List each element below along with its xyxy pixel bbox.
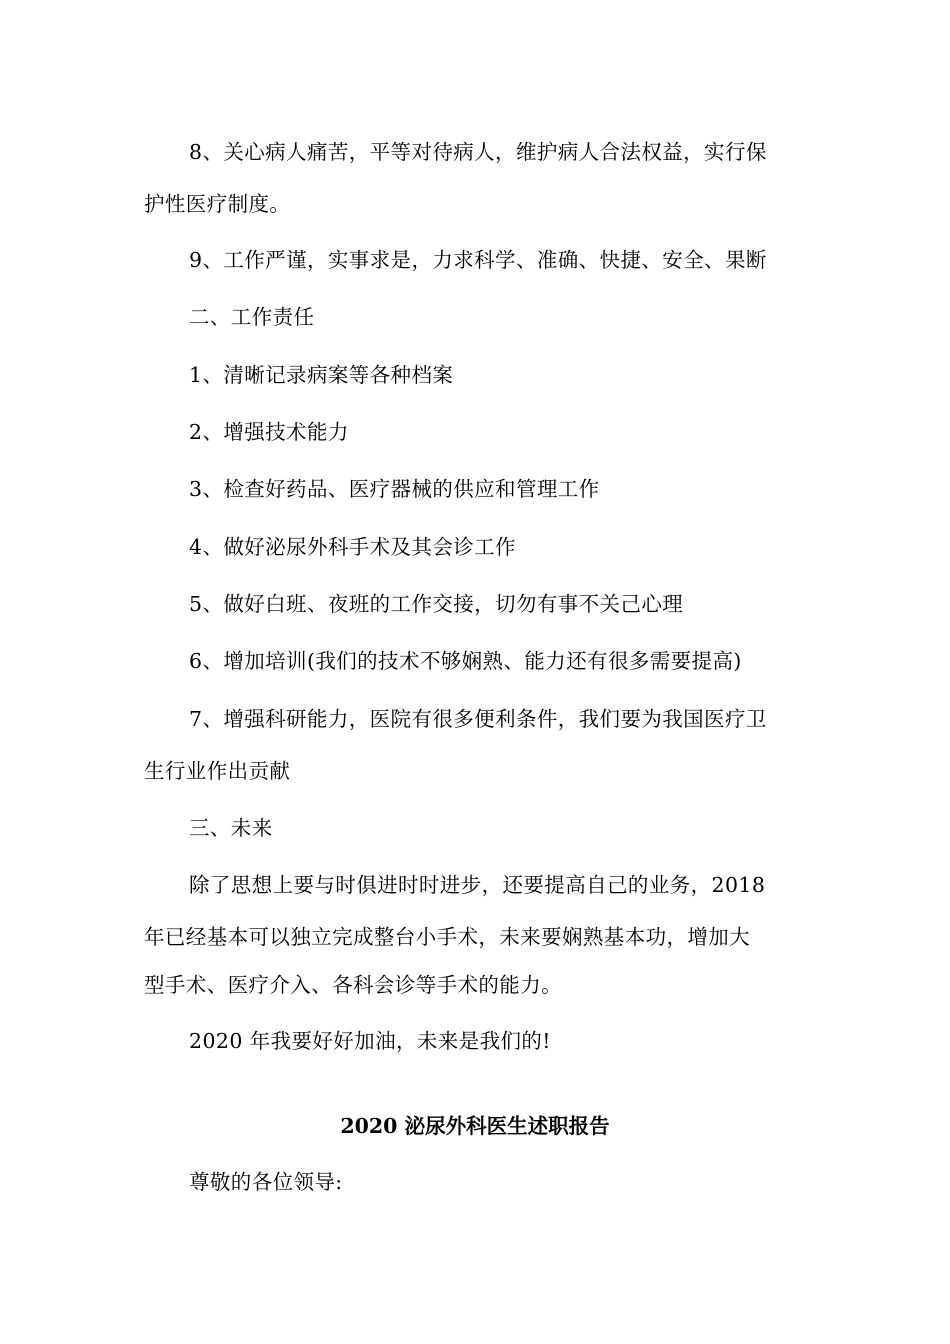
duty-item-5: 5、做好白班、夜班的工作交接，切勿有事不关己心理	[189, 592, 684, 616]
duty-item-2: 2、增强技术能力	[189, 420, 349, 444]
duty-item-7-line-1: 7、增强科研能力，医院有很多便利条件，我们要为我国医疗卫	[189, 707, 767, 731]
paragraph-8-line-2: 护性医疗制度。	[144, 192, 291, 216]
section-3-heading: 三、未来	[189, 816, 273, 840]
duty-item-7-line-2: 生行业作出贡献	[144, 759, 291, 783]
section-2-heading: 二、工作责任	[189, 305, 315, 329]
closing-sentence: 2020 年我要好好加油，未来是我们的!	[189, 1029, 551, 1053]
duty-item-6: 6、增加培训(我们的技术不够娴熟、能力还有很多需要提高)	[189, 649, 742, 673]
future-paragraph-line-3: 型手术、医疗介入、各科会诊等手术的能力。	[144, 973, 562, 997]
future-paragraph-line-2: 年已经基本可以独立完成整台小手术，未来要娴熟基本功，增加大	[144, 925, 751, 949]
salutation: 尊敬的各位领导:	[189, 1170, 343, 1194]
duty-item-4: 4、做好泌尿外科手术及其会诊工作	[189, 535, 516, 559]
report-title: 2020 泌尿外科医生述职报告	[340, 1114, 610, 1138]
duty-item-3: 3、检查好药品、医疗器械的供应和管理工作	[189, 477, 600, 501]
paragraph-8-line-1: 8、关心病人痛苦，平等对待病人，维护病人合法权益，实行保	[189, 140, 767, 164]
future-paragraph-line-1: 除了思想上要与时俱进时时进步，还要提高自己的业务，2018	[189, 873, 766, 897]
duty-item-1: 1、清晰记录病案等各种档案	[189, 363, 454, 387]
paragraph-9: 9、工作严谨，实事求是，力求科学、准确、快捷、安全、果断	[189, 248, 767, 272]
